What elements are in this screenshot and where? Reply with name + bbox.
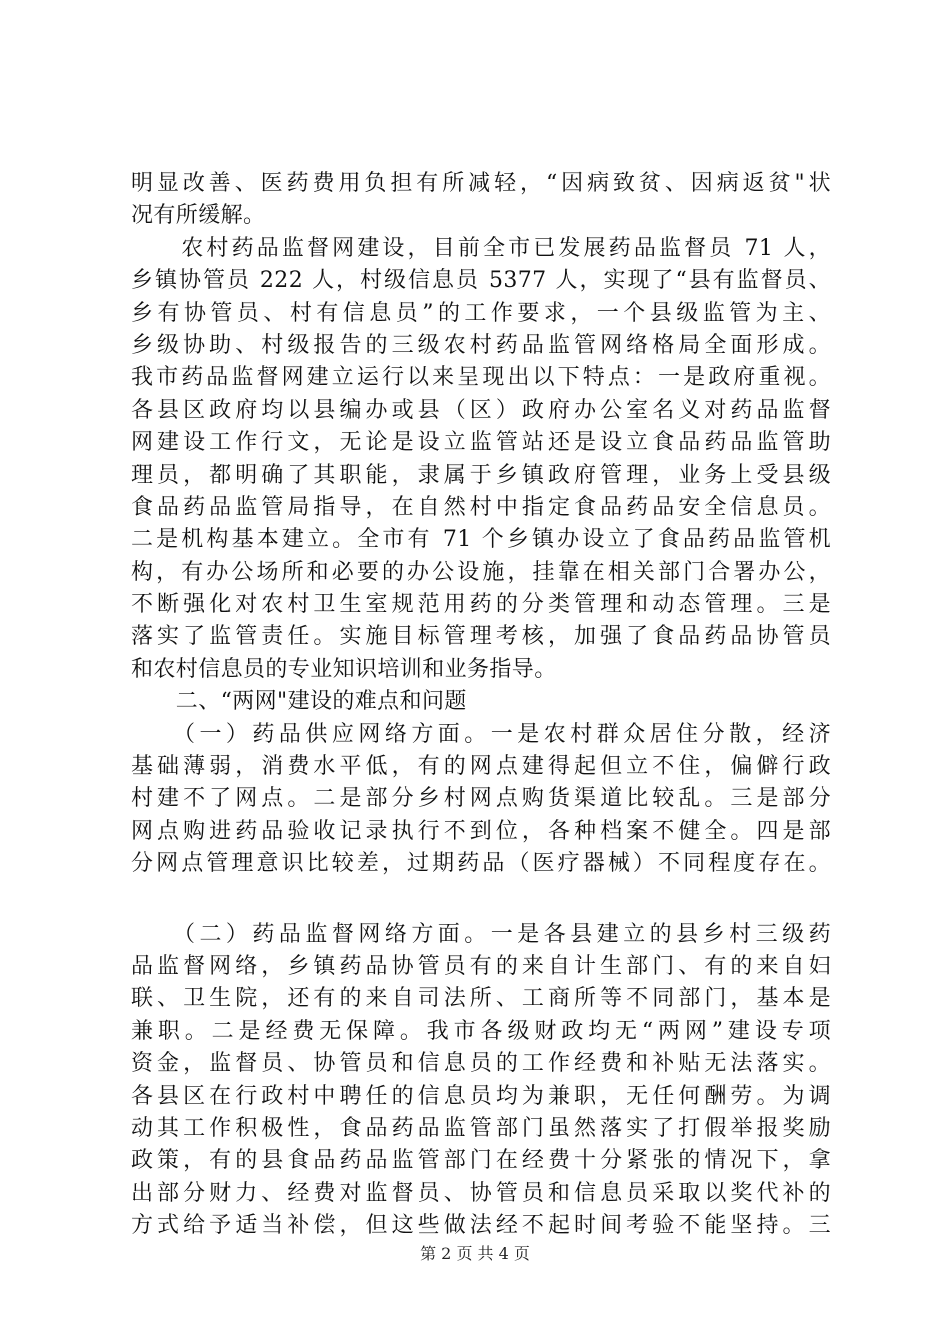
text-line: 和农村信息员的专业知识培训和业务指导。 <box>131 656 557 682</box>
text-line: 品监督网络，乡镇药品协管员有的来自计生部门、有的来自妇 <box>131 953 831 979</box>
text-line: 农村药品监督网建设，目前全市已发展药品监督员 71 人， <box>131 235 831 261</box>
text-line: 乡镇协管员 222 人，村级信息员 5377 人，实现了“县有监督员、 <box>131 268 831 294</box>
text-line: 乡级协助、村级报告的三级农村药品监管网络格局全面形成。 <box>131 332 831 358</box>
text-line: 各县区在行政村中聘任的信息员均为兼职，无任何酬劳。为调 <box>131 1083 831 1109</box>
page-number-footer: 第 2 页 共 4 页 <box>420 1244 530 1263</box>
text-line: 分网点管理意识比较差，过期药品（医疗器械）不同程度存在。 <box>131 851 831 877</box>
text-line: 网点购进药品验收记录执行不到位，各种档案不健全。四是部 <box>131 818 831 844</box>
text-line: 食品药品监管局指导，在自然村中指定食品药品安全信息员。 <box>131 494 831 520</box>
text-line: 理员，都明确了其职能，隶属于乡镇政府管理，业务上受县级 <box>131 462 831 488</box>
text-line: 我市药品监督网建立运行以来呈现出以下特点：一是政府重视。 <box>131 365 831 391</box>
document-body <box>131 168 831 1243</box>
text-line: 各县区政府均以县编办或县（区）政府办公室名义对药品监督 <box>131 397 831 423</box>
text-line: 落实了监管责任。实施目标管理考核，加强了食品药品协管员 <box>131 624 831 650</box>
text-line: 构，有办公场所和必要的办公设施，挂靠在相关部门合署办公， <box>131 559 831 585</box>
text-line: （二）药品监督网络方面。一是各县建立的县乡村三级药 <box>131 921 831 947</box>
text-line: 动其工作积极性，食品药品监管部门虽然落实了打假举报奖励 <box>131 1115 831 1141</box>
text-line: 网建设工作行文，无论是设立监管站还是设立食品药品监管助 <box>131 430 831 456</box>
text-line: 明显改善、医药费用负担有所减轻，“因病致贫、因病返贫"状 <box>131 171 831 196</box>
text-line: 兼职。二是经费无保障。我市各级财政均无“两网”建设专项 <box>131 1018 831 1044</box>
text-line: 况有所缓解。 <box>131 203 266 229</box>
text-line: （一）药品供应网络方面。一是农村群众居住分散，经济 <box>131 721 831 747</box>
paragraph-gap <box>131 881 831 919</box>
text-line: 方式给予适当补偿，但这些做法经不起时间考验不能坚持。三 <box>131 1213 831 1239</box>
text-line: 二是机构基本建立。全市有 71 个乡镇办设立了食品药品监管机 <box>131 527 831 553</box>
text-line: 村建不了网点。二是部分乡村网点购货渠道比较乱。三是部分 <box>131 786 831 812</box>
text-line: 政策，有的县食品药品监管部门在经费十分紧张的情况下，拿 <box>131 1148 831 1174</box>
text-line: 不断强化对农村卫生室规范用药的分类管理和动态管理。三是 <box>131 592 831 618</box>
text-line: 基础薄弱，消费水平低，有的网点建得起但立不住，偏僻行政 <box>131 754 831 780</box>
text-line: 资金，监督员、协管员和信息员的工作经费和补贴无法落实。 <box>131 1051 831 1077</box>
text-line: 出部分财力、经费对监督员、协管员和信息员采取以奖代补的 <box>131 1180 831 1206</box>
text-line: 联、卫生院，还有的来自司法所、工商所等不同部门，基本是 <box>131 986 831 1012</box>
section-heading: 二、“两网"建设的难点和问题 <box>131 689 467 715</box>
text-line: 乡有协管员、村有信息员”的工作要求，一个县级监管为主、 <box>131 300 831 326</box>
